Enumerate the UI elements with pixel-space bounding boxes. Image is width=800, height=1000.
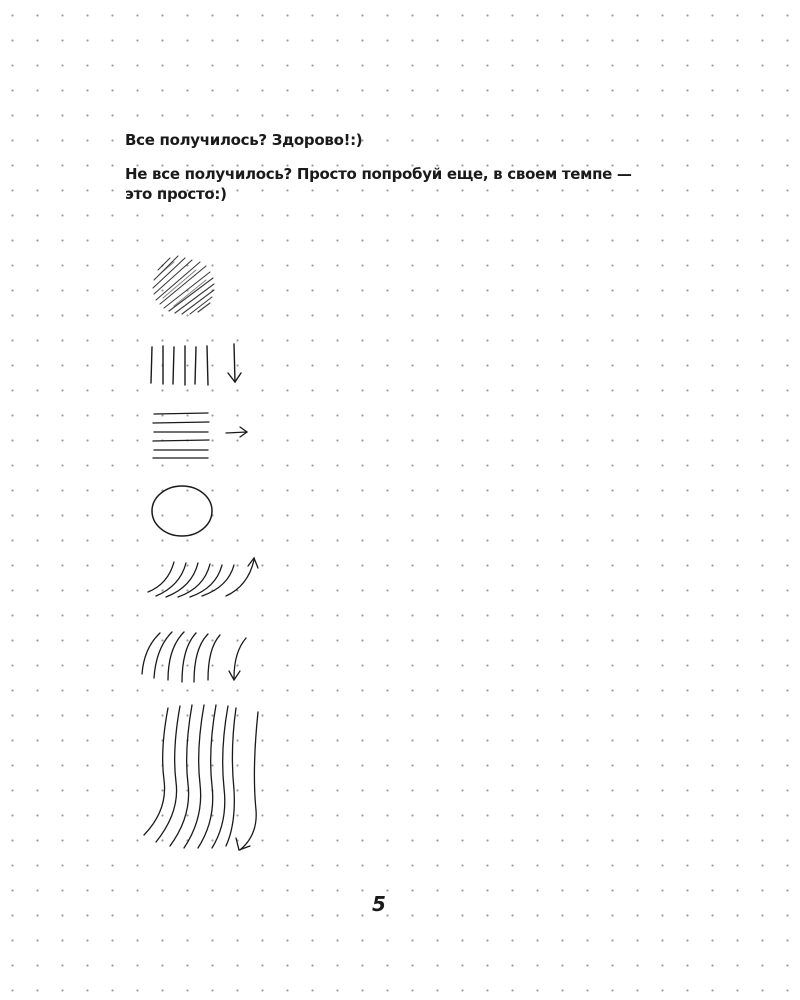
success-paragraph: [125, 130, 645, 150]
page-number: 5: [372, 892, 386, 916]
wavy-long-exercise: [144, 705, 258, 850]
success-text: Все получилось? Здорово!:): [125, 131, 363, 149]
horizontal-lines-exercise: [153, 413, 247, 458]
circle-exercise: [152, 486, 212, 536]
stroke-exercises-drawing: [130, 250, 280, 860]
vertical-lines-exercise: [151, 344, 241, 385]
instruction-text: [125, 130, 645, 218]
retry-paragraph: [125, 164, 645, 204]
retry-text: Не все получилось? Просто попробуй еще, в своем темпе — это просто:): [125, 165, 632, 203]
stroke-exercises: [130, 250, 280, 860]
curved-up-exercise: [148, 558, 258, 597]
hatched-blob: [153, 256, 214, 314]
curved-down-exercise: [142, 632, 246, 682]
